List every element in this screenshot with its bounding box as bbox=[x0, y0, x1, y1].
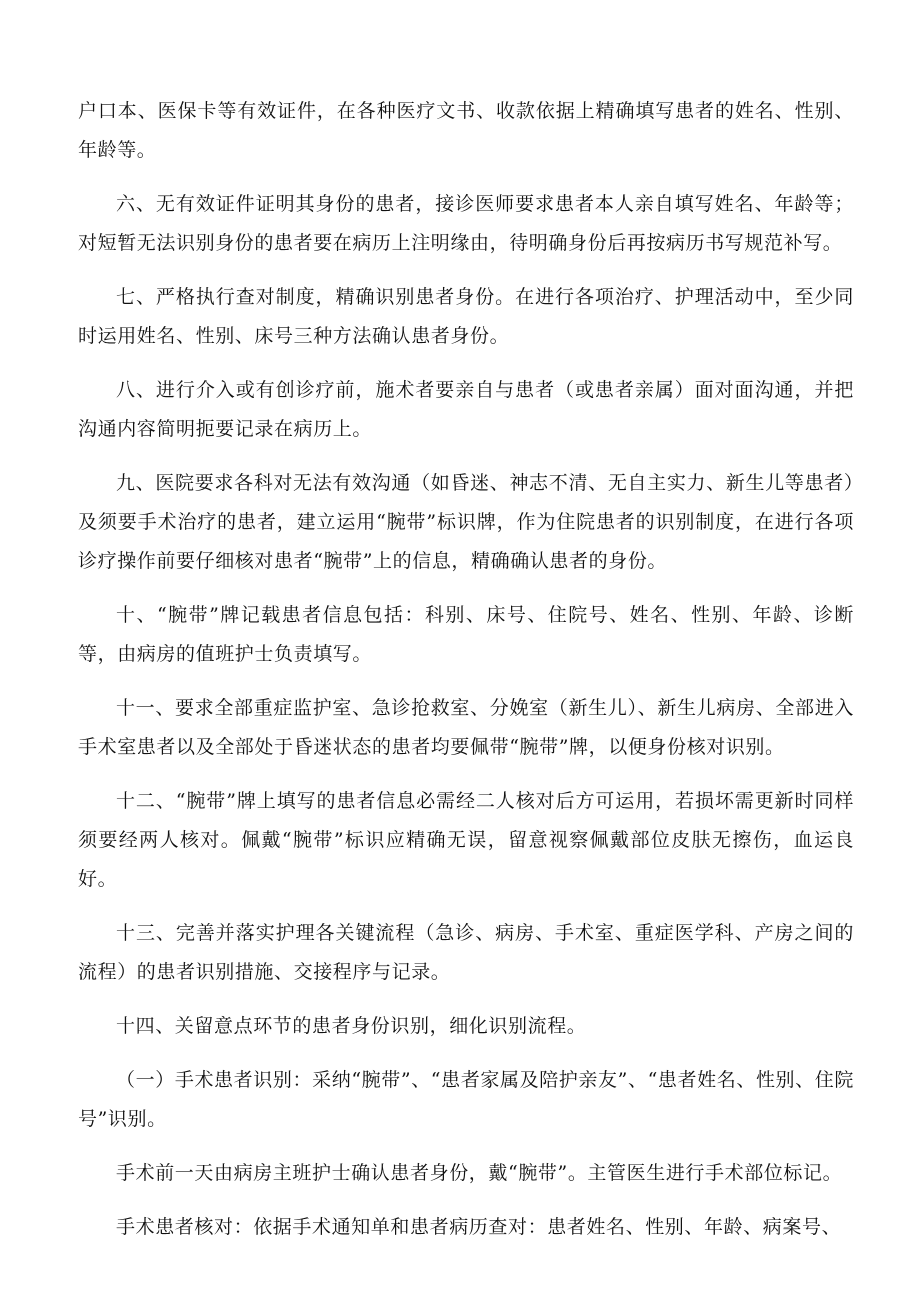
paragraph-surgery-prep: 手术前一天由病房主班护士确认患者身份，戴“腕带”。主管医生进行手术部位标记。 bbox=[116, 1162, 843, 1184]
paragraph-item-11: 十一、要求全部重症监护室、急诊抢救室、分娩室（新生儿）、新生儿病房、全部进入手术室患者以及全部处于昏迷状态的患者均要佩带“腕带”牌，以便身份核对识别。 bbox=[78, 697, 854, 758]
paragraph-item-12: 十二、“腕带”牌上填写的患者信息必需经二人核对后方可运用，若损坏需更新时同样须要经两人核对。佩戴“腕带”标识应精确无误，留意视察佩戴部位皮肤无擦伤，血运良好。 bbox=[78, 790, 854, 890]
paragraph-item-13: 十三、完善并落实护理各关键流程（急诊、病房、手术室、重症医学科、产房之间的流程）的患者识别措施、交接程序与记录。 bbox=[78, 922, 854, 983]
paragraph-item-14: 十四、关留意点环节的患者身份识别，细化识别流程。 bbox=[116, 1015, 587, 1037]
paragraph-item-8: 八、进行介入或有创诊疗前，施术者要亲自与患者（或患者亲属）面对面沟通，并把沟通内容简明扼要记录在病历上。 bbox=[78, 379, 854, 440]
document-body bbox=[78, 92, 854, 1262]
paragraph-item-9: 九、医院要求各科对无法有效沟通（如昏迷、神志不清、无自主实力、新生儿等患者）及须要手术治疗的患者，建立运用“腕带”标识牌，作为住院患者的识别制度，在进行各项诊疗操作前要仔细核对患者“腕带”上的信息，精确确认患者的身份。 bbox=[78, 472, 854, 572]
paragraph-item-7: 七、严格执行查对制度，精确识别患者身份。在进行各项治疗、护理活动中，至少同时运用姓名、性别、床号三种方法确认患者身份。 bbox=[78, 286, 854, 347]
paragraph-item-6: 六、无有效证件证明其身份的患者，接诊医师要求患者本人亲自填写姓名、年龄等；对短暂无法识别身份的患者要在病历上注明缘由，待明确身份后再按病历书写规范补写。 bbox=[78, 193, 854, 254]
paragraph-surgery-check: 手术患者核对：依据手术通知单和患者病历查对：患者姓名、性别、年龄、病案号、 bbox=[116, 1216, 842, 1238]
paragraph-item-10: 十、“腕带”牌记载患者信息包括：科别、床号、住院号、姓名、性别、年龄、诊断等，由病房的值班护士负责填写。 bbox=[78, 604, 854, 665]
paragraph-continuation: 户口本、医保卡等有效证件，在各种医疗文书、收款依据上精确填写患者的姓名、性别、年龄等。 bbox=[78, 100, 854, 161]
paragraph-subitem-1: （一）手术患者识别：采纳“腕带”、“患者家属及陪护亲友”、“患者姓名、性别、住院号”识别。 bbox=[78, 1069, 854, 1130]
